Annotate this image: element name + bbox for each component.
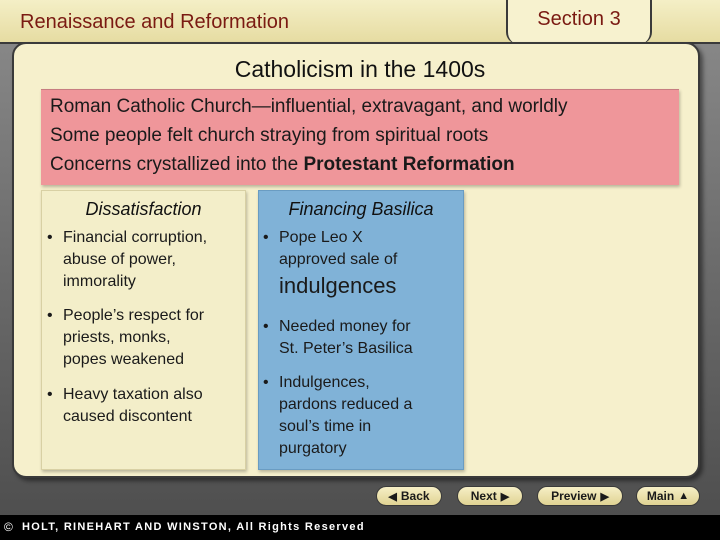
preview-button[interactable] (537, 486, 623, 506)
bullet-text: abuse of power, (63, 251, 176, 268)
main-label: Main (646, 489, 675, 503)
column-heading: Dissatisfaction (85, 199, 202, 219)
intro-line: Roman Catholic Church—influential, extravagant, and worldly (50, 96, 568, 117)
bullet-text: popes weakened (63, 351, 184, 368)
copyright-icon: © (4, 520, 13, 534)
financing-basilica-column (258, 190, 464, 470)
bullet-text: priests, monks, (63, 329, 171, 346)
section-label: Section 3 (537, 8, 621, 30)
intro-box (41, 89, 679, 185)
next-button[interactable] (457, 486, 523, 506)
publisher-credit: HOLT, RINEHART AND WINSTON, All Rights Reserved (22, 521, 365, 533)
bullet-icon: • (263, 374, 269, 391)
back-label: Back (400, 489, 430, 503)
list-item (47, 227, 208, 293)
preview-arrow-icon: ▶ (600, 490, 609, 503)
bullet-text: Heavy taxation also (63, 386, 203, 403)
column-heading: Financing Basilica (288, 199, 434, 219)
bullet-text: Pope Leo X (279, 229, 363, 246)
footer-bar (0, 515, 720, 540)
bullet-text: Needed money for (279, 318, 411, 335)
intro-line-prefix: Concerns crystallized into the (50, 154, 304, 175)
bullet-text: Financial corruption, (63, 229, 208, 246)
main-button[interactable] (636, 486, 700, 506)
indulgences-term: indulgences (279, 273, 397, 298)
bullet-icon: • (47, 386, 53, 403)
bullet-icon: • (263, 318, 269, 335)
bullet-text: pardons reduced a (279, 396, 413, 413)
bullet-text: immorality (63, 273, 136, 290)
bullet-text: caused discontent (63, 408, 192, 425)
list-item (263, 227, 398, 301)
bullet-icon: • (263, 229, 269, 246)
slide-title: Catholicism in the 1400s (234, 56, 486, 82)
dissatisfaction-column (41, 190, 246, 470)
next-label: Next (470, 489, 497, 503)
list-item (47, 305, 205, 371)
list-item (263, 316, 413, 360)
intro-line: Some people felt church straying from spiritual roots (50, 125, 489, 146)
back-button[interactable] (376, 486, 442, 506)
preview-label: Preview (551, 489, 597, 503)
next-arrow-icon: ▶ (500, 490, 510, 503)
back-arrow-icon: ◀ (388, 490, 397, 503)
bullet-icon: • (47, 229, 53, 246)
protestant-reformation-term: Protestant Reformation (303, 154, 515, 175)
section-tab (506, 0, 652, 44)
bullet-icon: • (47, 307, 53, 324)
bullet-text: purgatory (279, 440, 347, 457)
list-item (47, 384, 203, 428)
bullet-text: St. Peter’s Basilica (279, 340, 413, 357)
intro-line (50, 154, 515, 176)
bullet-text: soul’s time in (279, 418, 372, 435)
bullet-text: approved sale of (279, 251, 398, 268)
bullet-text: People’s respect for (63, 307, 205, 324)
list-item (263, 372, 413, 460)
home-arrow-icon: ▲ (678, 490, 690, 502)
chapter-title: Renaissance and Reformation (20, 11, 290, 33)
bullet-text: Indulgences, (279, 374, 370, 391)
